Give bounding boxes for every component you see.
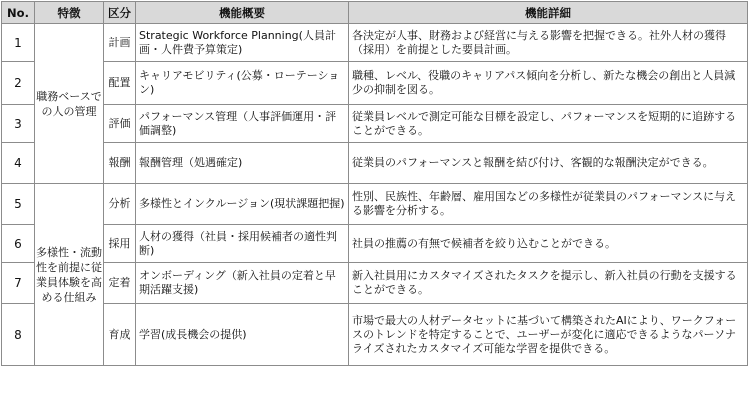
category-cell: 分析 [104, 184, 136, 225]
row-number: 3 [2, 105, 35, 143]
detail-cell: 新入社員用にカスタマイズされたタスクを提示し、新入社員の行動を支援することができる。 [349, 263, 748, 304]
header-no: No. [2, 2, 35, 24]
category-cell: 評価 [104, 105, 136, 143]
summary-cell: オンボーディング（新入社員の定着と早期活躍支援) [136, 263, 349, 304]
table-row [2, 225, 748, 263]
table-row [2, 105, 748, 143]
table-row [2, 304, 748, 366]
row-number: 4 [2, 143, 35, 184]
category-cell: 計画 [104, 24, 136, 62]
summary-cell: 人材の獲得（社員・採用候補者の適性判断) [136, 225, 349, 263]
header-detail: 機能詳細 [349, 2, 748, 24]
category-cell: 採用 [104, 225, 136, 263]
table-row [2, 143, 748, 184]
feature-group-diversity: 多様性・流動性を前提に従業員体験を高める仕組み [35, 184, 104, 366]
detail-cell: 各決定が人事、財務および経営に与える影響を把握できる。社外人材の獲得（採用）を前提とした要員計画。 [349, 24, 748, 62]
detail-cell: 職種、レベル、役職のキャリアパス傾向を分析し、新たな機会の創出と人員減少の抑制を図る。 [349, 62, 748, 105]
row-number: 2 [2, 62, 35, 105]
feature-group-job-based: 職務ベースでの人の管理 [35, 24, 104, 184]
summary-cell: 報酬管理（処遇確定) [136, 143, 349, 184]
row-number: 8 [2, 304, 35, 366]
table-row [2, 263, 748, 304]
row-number: 7 [2, 263, 35, 304]
header-feature: 特徴 [35, 2, 104, 24]
table-row [2, 184, 748, 225]
header-summary: 機能概要 [136, 2, 349, 24]
table-row [2, 62, 748, 105]
summary-cell: キャリアモビリティ(公募・ローテーション) [136, 62, 349, 105]
category-cell: 定着 [104, 263, 136, 304]
table-row [2, 24, 748, 62]
detail-cell: 従業員のパフォーマンスと報酬を結び付け、客観的な報酬決定ができる。 [349, 143, 748, 184]
summary-cell: 学習(成長機会の提供) [136, 304, 349, 366]
category-cell: 報酬 [104, 143, 136, 184]
summary-cell: パフォーマンス管理（人事評価運用・評価調整) [136, 105, 349, 143]
function-table [1, 1, 748, 366]
category-cell: 配置 [104, 62, 136, 105]
category-cell: 育成 [104, 304, 136, 366]
header-row [2, 2, 748, 24]
detail-cell: 市場で最大の人材データセットに基づいて構築されたAIにより、ワークフォースのトレンドを特定することで、ユーザーが変化に適応できるようなパーソナライズされたカスタマイズ可能な学習を提供できる。 [349, 304, 748, 366]
summary-cell: Strategic Workforce Planning(人員計画・人件費予算策定) [136, 24, 349, 62]
header-category: 区分 [104, 2, 136, 24]
detail-cell: 社員の推薦の有無で候補者を絞り込むことができる。 [349, 225, 748, 263]
row-number: 1 [2, 24, 35, 62]
row-number: 6 [2, 225, 35, 263]
detail-cell: 従業員レベルで測定可能な目標を設定し、パフォーマンスを短期的に追跡することができる。 [349, 105, 748, 143]
row-number: 5 [2, 184, 35, 225]
summary-cell: 多様性とインクルージョン(現状課題把握) [136, 184, 349, 225]
detail-cell: 性別、民族性、年齢層、雇用国などの多様性が従業員のパフォーマンスに与える影響を分析する。 [349, 184, 748, 225]
